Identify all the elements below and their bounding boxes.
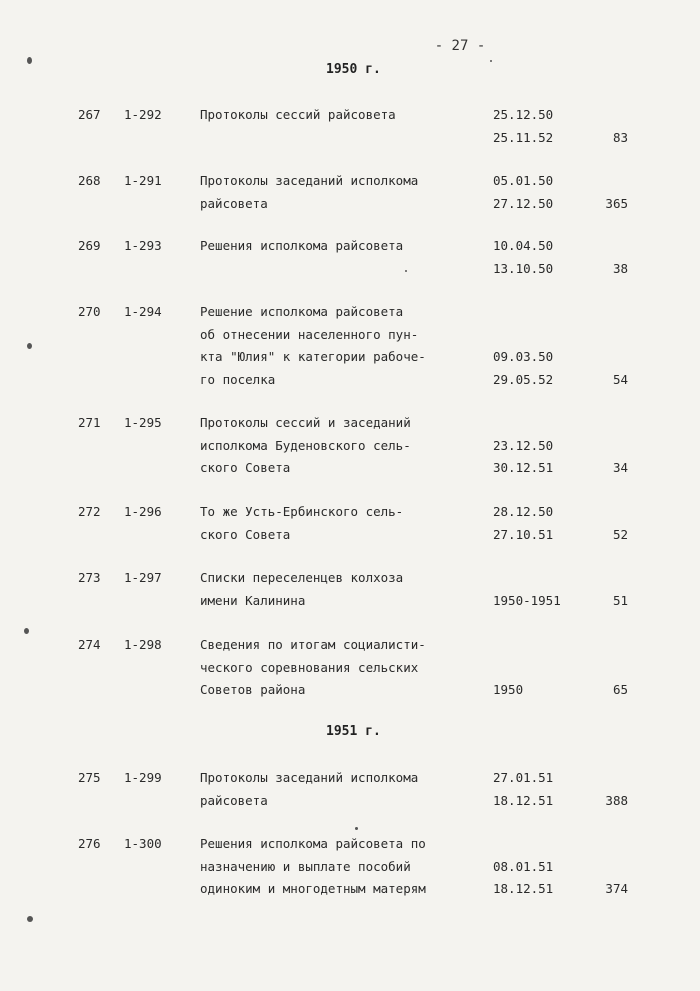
scan-speck [27, 916, 33, 922]
entry-sheet-count: 365 [605, 195, 628, 211]
entry-date-line: 25.11.52 [493, 129, 554, 145]
entry-dates [493, 170, 553, 215]
entry-title-line: Советов района [200, 682, 306, 697]
scan-speck [24, 628, 29, 634]
entry-title [200, 170, 418, 215]
entry-title-line: Списки переселенцев колхоза [200, 570, 404, 585]
entry-title-line: райсовета [200, 792, 268, 808]
entry-date-line: 09.03.50 [493, 349, 554, 364]
entry-title [200, 501, 403, 546]
entry-title [200, 767, 418, 812]
entry-sheet-count: 38 [612, 260, 628, 276]
entry-date-line: 28.12.50 [493, 504, 554, 519]
entry-title-line: Протоколы сессий и заседаний [200, 415, 411, 430]
scan-speck [490, 60, 492, 62]
entry-number: 268 [78, 173, 101, 188]
entry-title-line: ского Совета [200, 460, 291, 475]
entry-title-line: Сведения по итогам социалисти- [200, 637, 426, 652]
entry-title-line: об отнесении населенного пун- [200, 326, 419, 342]
entry-code: 1-299 [124, 770, 162, 785]
entry-title [200, 104, 396, 127]
entry-date-line: 27.12.50 [493, 195, 554, 211]
entry-title-line: То же Усть-Ербинского сель- [200, 504, 404, 519]
entry-code: 1-294 [124, 304, 162, 319]
entry-title-line: Протоколы заседаний исполкома [200, 173, 419, 188]
entry-date-line: 1950 [493, 682, 524, 697]
entry-sheet-count: 52 [612, 526, 628, 542]
scan-speck [405, 270, 407, 272]
entry-date-line: 27.01.51 [493, 770, 554, 785]
entry-dates [493, 856, 553, 901]
entry-sheet-count: 54 [612, 371, 628, 387]
entry-title-line: Протоколы сессий райсовета [200, 107, 396, 122]
entry-date-line: 25.12.50 [493, 107, 554, 122]
entry-sheet-count: 34 [612, 460, 628, 475]
entry-number: 270 [78, 304, 101, 319]
entry-title-line: ческого соревнования сельских [200, 659, 419, 675]
entry-title-line: райсовета [200, 195, 268, 211]
entry-title-line: кта "Юлия" к категории рабоче- [200, 349, 426, 364]
entry-title-line: имени Калинина [200, 592, 306, 608]
entry-code: 1-295 [124, 415, 162, 430]
entry-sheet-count: 51 [612, 592, 628, 608]
entry-code: 1-297 [124, 570, 162, 585]
entry-date-line: 13.10.50 [493, 260, 554, 276]
entry-title [200, 634, 426, 702]
entry-sheet-count: 83 [612, 129, 628, 145]
year-heading: 1950 г. [326, 62, 381, 77]
entry-title-line: Решение исполкома райсовета [200, 304, 404, 319]
entry-title [200, 412, 411, 480]
entry-date-line: 23.12.50 [493, 437, 554, 453]
entry-title [200, 301, 426, 391]
scan-speck [355, 827, 358, 830]
entry-dates [493, 679, 523, 702]
entry-number: 274 [78, 637, 101, 652]
entry-dates [493, 435, 553, 480]
entry-title-line: Протоколы заседаний исполкома [200, 770, 419, 785]
year-heading: 1951 г. [326, 724, 381, 739]
entry-title [200, 567, 403, 612]
entry-code: 1-296 [124, 504, 162, 519]
entry-number: 272 [78, 504, 101, 519]
scan-speck [27, 343, 32, 349]
entry-dates [493, 590, 561, 613]
entry-date-line: 10.04.50 [493, 238, 554, 253]
page-number: - 27 - [434, 38, 486, 54]
entry-code: 1-293 [124, 238, 162, 253]
entry-date-line: 08.01.51 [493, 858, 554, 874]
entry-code: 1-298 [124, 637, 162, 652]
entry-title-line: Решения исполкома райсовета [200, 238, 404, 253]
entry-number: 267 [78, 107, 101, 122]
entry-sheet-count: 374 [605, 881, 628, 896]
entry-title [200, 235, 403, 258]
entry-number: 275 [78, 770, 101, 785]
entry-code: 1-292 [124, 107, 162, 122]
entry-dates [493, 501, 553, 546]
entry-title-line: одиноким и многодетным матерям [200, 881, 426, 896]
entry-date-line: 29.05.52 [493, 371, 554, 387]
entry-date-line: 18.12.51 [493, 881, 554, 896]
entry-title-line: исполкома Буденовского сель- [200, 437, 411, 453]
entry-date-line: 30.12.51 [493, 460, 554, 475]
entry-dates [493, 235, 553, 280]
entry-number: 269 [78, 238, 101, 253]
entry-sheet-count: 388 [605, 792, 628, 808]
entry-number: 271 [78, 415, 101, 430]
entry-number: 276 [78, 836, 101, 851]
scan-speck [27, 57, 32, 64]
entry-date-line: 27.10.51 [493, 526, 554, 542]
entry-title-line: го поселка [200, 371, 276, 387]
entry-date-line: 05.01.50 [493, 173, 554, 188]
entry-code: 1-300 [124, 836, 162, 851]
entry-dates [493, 767, 553, 812]
entry-date-line: 18.12.51 [493, 792, 554, 808]
entry-dates [493, 104, 553, 149]
entry-date-line: 1950-1951 [493, 592, 561, 608]
entry-title [200, 833, 426, 901]
entry-title-line: Решения исполкома райсовета по [200, 836, 426, 851]
entry-number: 273 [78, 570, 101, 585]
entry-title-line: назначению и выплате пособий [200, 858, 411, 874]
entry-dates [493, 346, 553, 391]
entry-title-line: ского Совета [200, 526, 291, 542]
entry-code: 1-291 [124, 173, 162, 188]
entry-sheet-count: 65 [612, 682, 628, 697]
